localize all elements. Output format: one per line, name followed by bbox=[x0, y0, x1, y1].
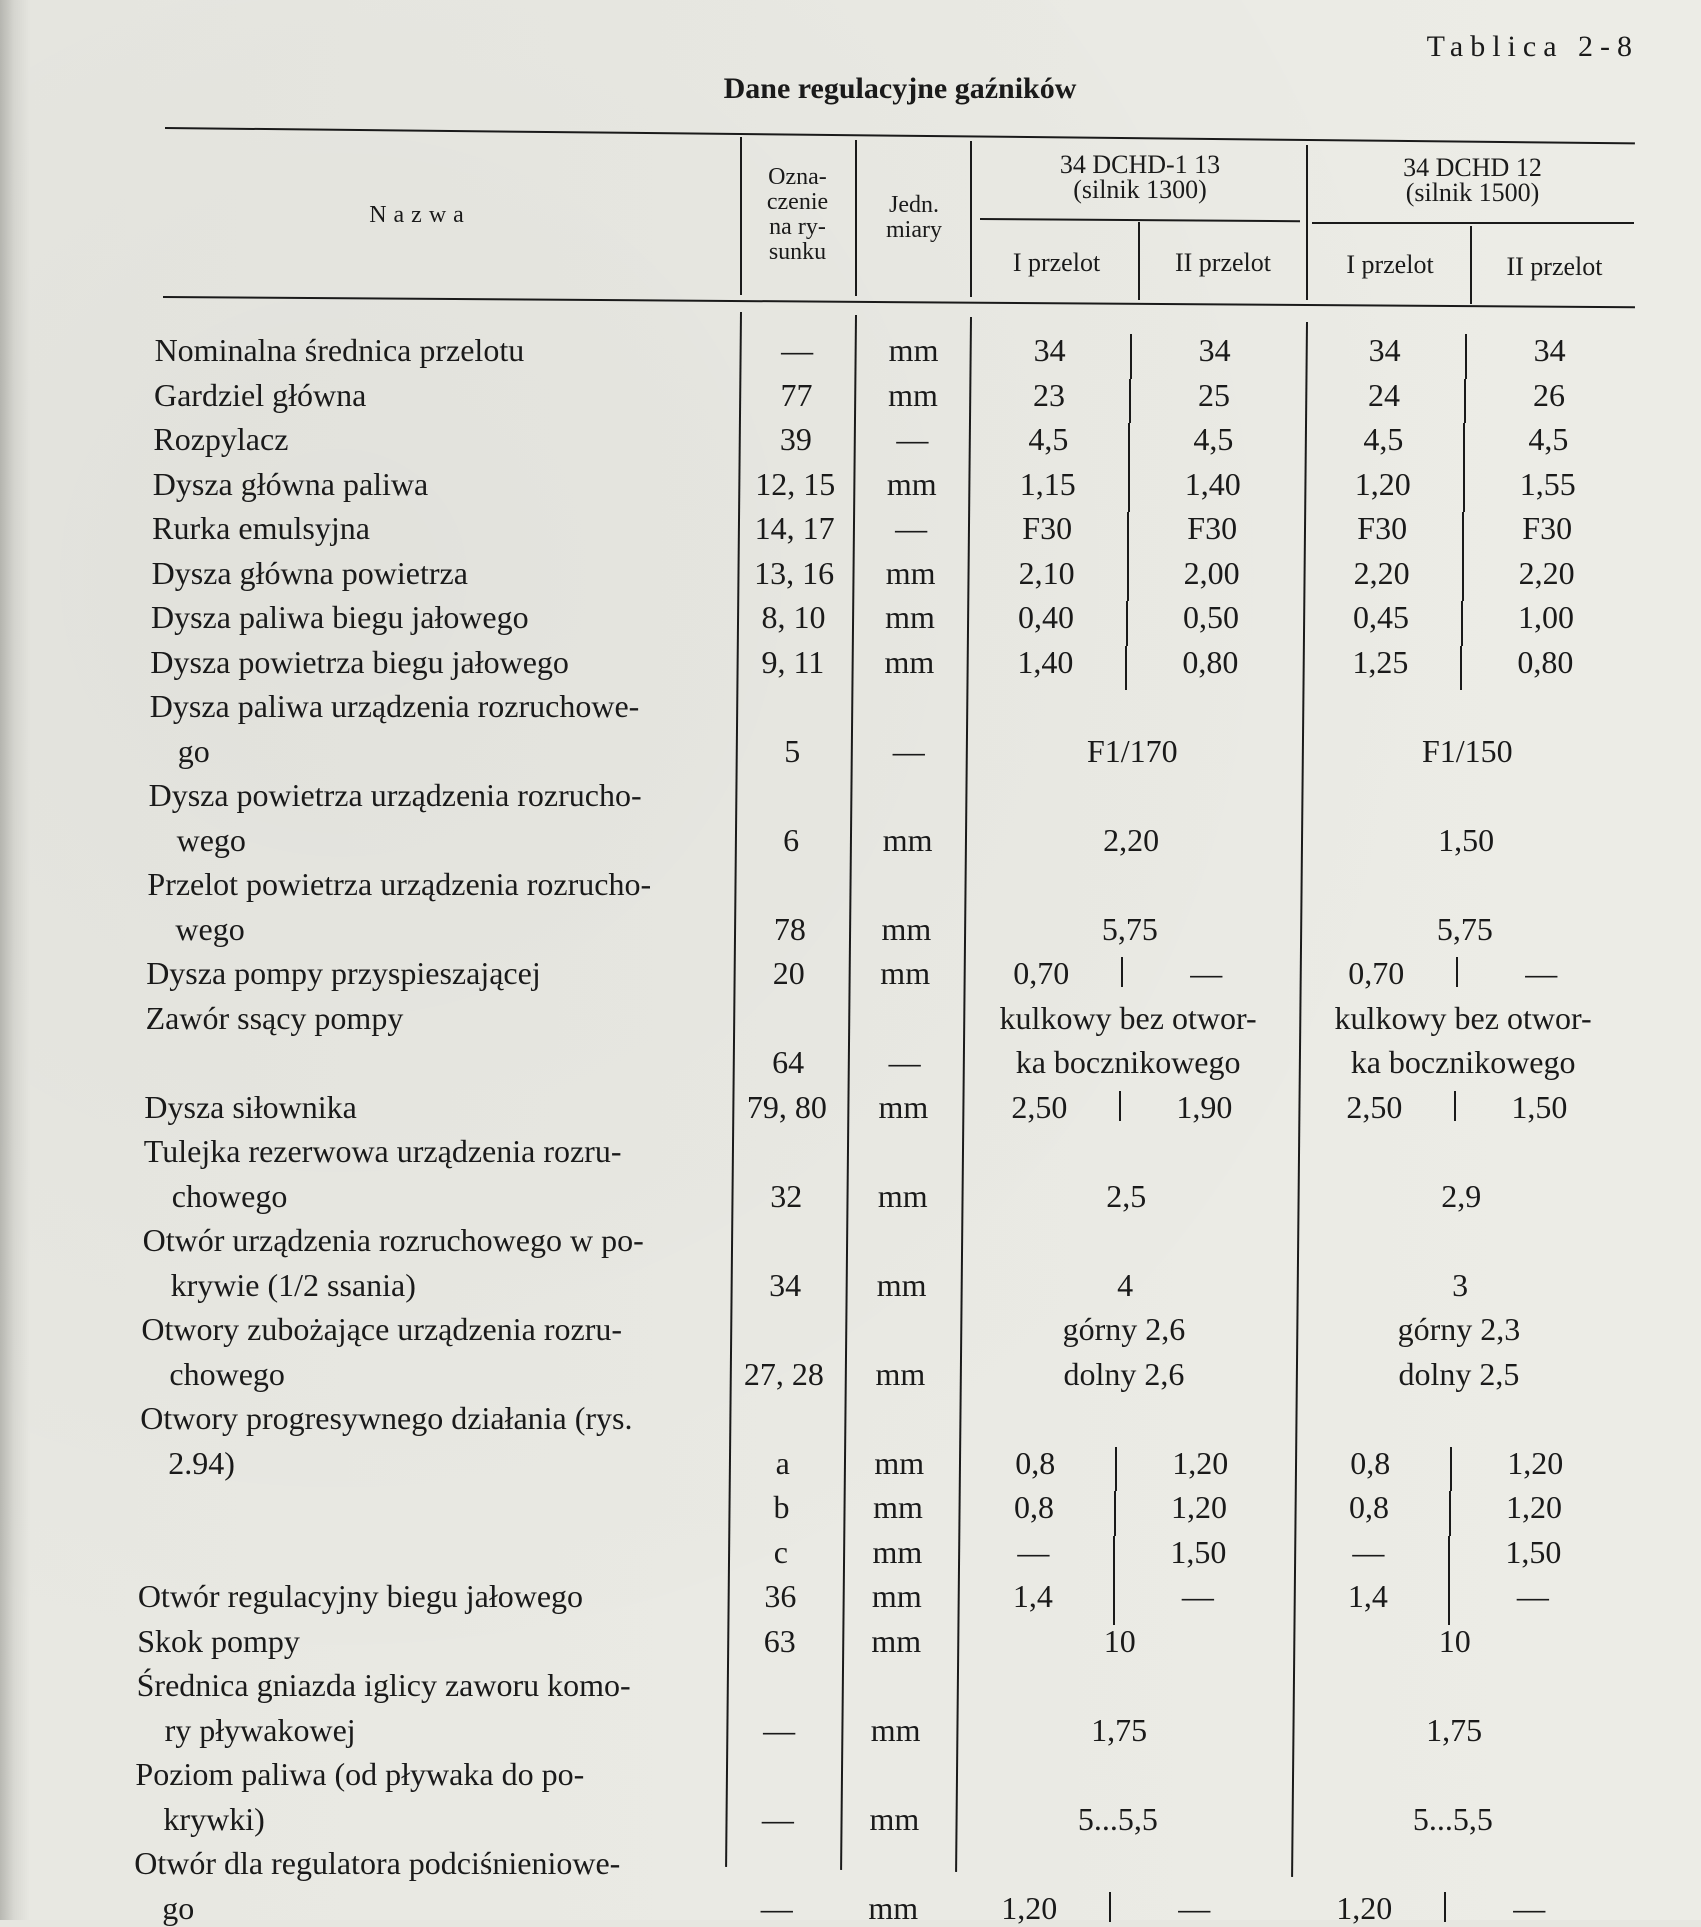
carb2-throat-separator bbox=[1448, 1536, 1450, 1581]
row-name: go bbox=[177, 732, 210, 769]
carb1-throat-separator bbox=[1121, 957, 1123, 987]
carb2-throat-separator bbox=[1460, 646, 1462, 691]
value-carb1-throat1: — bbox=[1017, 1533, 1050, 1570]
row-unit: — bbox=[896, 421, 929, 457]
row-unit: mm bbox=[870, 1711, 921, 1748]
value-carb2: ka bocznikowego bbox=[1350, 1044, 1576, 1080]
row-name: Dysza paliwa urządzenia rozruchowe- bbox=[149, 688, 640, 724]
row-name: Nominalna średnica przelotu bbox=[154, 332, 525, 368]
row-name: wego bbox=[176, 821, 246, 858]
header-carb1-throat1: I przelot bbox=[1012, 248, 1101, 277]
row-unit: mm bbox=[878, 1088, 929, 1125]
carb2-model: 34 DCHD 12 bbox=[1403, 153, 1542, 182]
row-designation: a bbox=[775, 1444, 790, 1481]
value-carb2: 1,75 bbox=[1426, 1711, 1483, 1748]
row-designation: 34 bbox=[769, 1266, 802, 1303]
row-name: chowego bbox=[169, 1355, 285, 1392]
row-name: Rozpylacz bbox=[153, 421, 289, 457]
value-carb1-throat2: 1,20 bbox=[1172, 1444, 1229, 1481]
value-carb2-throat2: 4,5 bbox=[1528, 421, 1569, 457]
value-carb2-throat1: 1,20 bbox=[1336, 1889, 1393, 1926]
top-rule bbox=[165, 127, 1635, 144]
row-unit: mm bbox=[869, 1800, 920, 1837]
value-carb2: F1/150 bbox=[1421, 732, 1513, 769]
value-carb2: 1,50 bbox=[1438, 821, 1495, 858]
value-carb2-throat1: F30 bbox=[1357, 510, 1408, 546]
row-name: Otwór urządzenia rozruchowego w po- bbox=[142, 1222, 644, 1258]
carb1-throat-separator bbox=[1125, 646, 1127, 691]
value-carb2-throat2: 2,20 bbox=[1518, 554, 1575, 591]
value-carb1-throat2: 1,40 bbox=[1184, 465, 1241, 502]
value-carb2-throat2: F30 bbox=[1522, 510, 1573, 546]
carb2-throat-separator bbox=[1450, 1447, 1452, 1492]
row-designation: — bbox=[781, 332, 814, 368]
row-designation: 63 bbox=[763, 1622, 796, 1659]
row-name: Poziom paliwa (od pływaka do po- bbox=[135, 1756, 585, 1792]
value-carb2-throat2: 1,50 bbox=[1505, 1533, 1562, 1570]
value-carb1-throat2: — bbox=[1181, 1578, 1214, 1614]
row-name: Dysza główna paliwa bbox=[152, 465, 429, 502]
row-name: Dysza paliwa biegu jałowego bbox=[150, 599, 529, 635]
row-name: krywie (1/2 ssania) bbox=[170, 1266, 416, 1303]
value-carb2-throat2: 26 bbox=[1532, 376, 1565, 413]
row-name: Skok pompy bbox=[137, 1622, 300, 1659]
header-line: czenie bbox=[766, 189, 829, 215]
value-carb2-throat2: 1,20 bbox=[1507, 1444, 1564, 1481]
value-carb1-throat1: 1,4 bbox=[1012, 1578, 1053, 1614]
row-designation: 78 bbox=[773, 910, 806, 947]
row-unit: mm bbox=[881, 910, 932, 947]
carb2-throat-separator bbox=[1448, 1580, 1450, 1625]
row-name: ry pływakowej bbox=[164, 1711, 356, 1748]
row-unit: mm bbox=[877, 1177, 928, 1214]
row-name: krywki) bbox=[163, 1800, 265, 1837]
value-carb2-throat2: 1,50 bbox=[1511, 1088, 1568, 1125]
row-unit: mm bbox=[880, 955, 931, 991]
row-designation: — bbox=[763, 1711, 796, 1748]
value-carb1-throat1: 34 bbox=[1033, 332, 1066, 368]
carb1-throat-separator bbox=[1130, 334, 1132, 379]
row-unit: mm bbox=[886, 465, 937, 502]
carb1-throat-separator bbox=[1114, 1491, 1116, 1536]
row-name: Dysza siłownika bbox=[144, 1088, 357, 1125]
header-divider bbox=[740, 137, 742, 295]
row-name: Otwór dla regulatora podciśnieniowe- bbox=[134, 1845, 621, 1881]
row-name: Otwory progresywnego działania (rys. bbox=[140, 1400, 633, 1436]
row-unit: mm bbox=[882, 821, 933, 858]
row-designation: 12, 15 bbox=[755, 465, 836, 502]
row-name: Dysza główna powietrza bbox=[151, 554, 468, 591]
value-carb1-throat1: 2,10 bbox=[1018, 554, 1075, 591]
header-carb2-throat1: I przelot bbox=[1346, 250, 1434, 279]
row-name: Gardziel główna bbox=[153, 376, 367, 413]
row-name: chowego bbox=[171, 1177, 288, 1214]
value-carb1-throat2: 2,00 bbox=[1183, 554, 1240, 591]
value-carb1-throat1: 1,15 bbox=[1019, 465, 1076, 502]
value-carb2: 10 bbox=[1438, 1622, 1471, 1659]
row-name: Tulejka rezerwowa urządzenia rozru- bbox=[143, 1133, 622, 1169]
value-carb1: górny 2,6 bbox=[1062, 1311, 1186, 1347]
value-carb1: 1,75 bbox=[1091, 1711, 1148, 1748]
row-unit: mm bbox=[872, 1533, 923, 1570]
value-carb1-throat1: 2,50 bbox=[1011, 1088, 1068, 1125]
carb2-throat-separator bbox=[1462, 557, 1464, 602]
carb2-throat-separator bbox=[1465, 334, 1467, 379]
row-name: Przelot powietrza urządzenia rozrucho- bbox=[147, 866, 652, 902]
value-carb1-throat2: 1,90 bbox=[1176, 1088, 1233, 1125]
value-carb2: 5...5,5 bbox=[1412, 1800, 1493, 1837]
row-designation: 36 bbox=[764, 1578, 797, 1614]
value-carb1-throat2: 1,50 bbox=[1170, 1533, 1227, 1570]
carb1-engine: (silnik 1300) bbox=[1073, 175, 1207, 204]
value-carb1: 5,75 bbox=[1101, 910, 1158, 947]
row-designation: 9, 11 bbox=[761, 643, 825, 680]
row-name: go bbox=[162, 1889, 195, 1926]
row-unit: mm bbox=[875, 1355, 926, 1392]
carb2-throat-separator bbox=[1463, 423, 1465, 468]
carb1-model: 34 DCHD-1 13 bbox=[1059, 150, 1221, 179]
row-designation: c bbox=[773, 1533, 788, 1570]
header-carb2-throat2: II przelot bbox=[1506, 252, 1603, 281]
value-carb2-throat2: — bbox=[1516, 1578, 1549, 1614]
value-carb1: kulkowy bez otwor- bbox=[999, 999, 1257, 1036]
value-carb2-throat2: 1,55 bbox=[1519, 465, 1576, 502]
value-carb2-throat2: — bbox=[1513, 1889, 1546, 1926]
value-carb1: 2,5 bbox=[1106, 1177, 1147, 1214]
row-designation: 64 bbox=[772, 1044, 805, 1080]
value-carb1: 5...5,5 bbox=[1077, 1800, 1158, 1837]
value-carb2: 3 bbox=[1452, 1266, 1469, 1303]
row-unit: mm bbox=[871, 1578, 922, 1614]
row-designation: 20 bbox=[772, 955, 805, 991]
row-designation: 6 bbox=[783, 821, 800, 858]
value-carb2-throat1: — bbox=[1352, 1533, 1385, 1570]
value-carb2-throat1: 0,8 bbox=[1350, 1444, 1391, 1481]
value-carb2: dolny 2,5 bbox=[1398, 1355, 1520, 1392]
row-name: Rurka emulsyjna bbox=[152, 510, 370, 546]
row-designation: 77 bbox=[780, 376, 813, 413]
value-carb2-throat1: 2,50 bbox=[1346, 1088, 1403, 1125]
carb2-throat-separator bbox=[1454, 1091, 1456, 1121]
row-unit: mm bbox=[885, 599, 935, 635]
row-unit: mm bbox=[868, 1889, 919, 1926]
value-carb2-throat1: 4,5 bbox=[1363, 421, 1404, 457]
row-unit: mm bbox=[873, 1489, 923, 1525]
row-unit: mm bbox=[871, 1622, 922, 1659]
row-name: Dysza powietrza urządzenia rozrucho- bbox=[148, 777, 642, 813]
value-carb1-throat2: 0,50 bbox=[1182, 599, 1239, 635]
value-carb2-throat1: 0,45 bbox=[1352, 599, 1409, 635]
row-name: wego bbox=[175, 910, 245, 947]
row-designation: 13, 16 bbox=[754, 554, 835, 591]
row-designation: b bbox=[773, 1489, 790, 1525]
value-carb1-throat2: F30 bbox=[1187, 510, 1238, 546]
header-bottom-rule bbox=[163, 296, 1635, 308]
row-unit: — bbox=[895, 510, 928, 546]
carb2-throat-separator bbox=[1444, 1892, 1446, 1922]
row-unit: mm bbox=[888, 376, 938, 413]
carb2-throat-separator bbox=[1464, 379, 1466, 424]
value-carb2-throat2: 1,20 bbox=[1506, 1489, 1563, 1525]
header-divider bbox=[855, 140, 857, 296]
value-carb1-throat1: 0,40 bbox=[1017, 599, 1074, 635]
value-carb1-throat1: 0,70 bbox=[1013, 955, 1070, 991]
value-carb1-throat2: 0,80 bbox=[1182, 643, 1239, 680]
carb2-throat-separator bbox=[1449, 1491, 1451, 1536]
header-carb2 bbox=[1310, 155, 1635, 205]
value-carb2: kulkowy bez otwor- bbox=[1334, 999, 1592, 1036]
header-line: sunku bbox=[768, 239, 827, 265]
value-carb1-throat1: 0,8 bbox=[1014, 1489, 1055, 1525]
carb2-throat-separator bbox=[1456, 957, 1458, 987]
header-line: miary bbox=[886, 217, 942, 243]
row-unit: mm bbox=[874, 1444, 925, 1481]
table-number: Tablica 2-8 bbox=[1426, 30, 1639, 63]
row-unit: mm bbox=[888, 332, 939, 368]
value-carb1: 10 bbox=[1103, 1622, 1136, 1659]
row-name: 2.94) bbox=[168, 1444, 235, 1481]
value-carb2-throat1: 2,20 bbox=[1353, 554, 1410, 591]
value-carb2-throat1: 0,8 bbox=[1349, 1489, 1390, 1525]
row-designation: 79, 80 bbox=[746, 1088, 827, 1125]
value-carb2-throat1: 1,20 bbox=[1354, 465, 1411, 502]
carb1-throat-separator bbox=[1113, 1536, 1115, 1581]
row-designation: — bbox=[760, 1889, 793, 1926]
value-carb1: dolny 2,6 bbox=[1063, 1355, 1185, 1392]
header-line: Jedn. bbox=[889, 192, 939, 218]
row-designation: 32 bbox=[770, 1177, 803, 1214]
header-unit bbox=[860, 193, 968, 243]
header-carb1-throat2: II przelot bbox=[1174, 248, 1271, 277]
carb2-sub-rule bbox=[1312, 222, 1634, 224]
value-carb1-throat1: F30 bbox=[1022, 510, 1073, 546]
row-designation: 8, 10 bbox=[761, 599, 826, 635]
value-carb2: 5,75 bbox=[1436, 910, 1493, 947]
carb1-throat-separator bbox=[1109, 1892, 1111, 1922]
value-carb1-throat2: 25 bbox=[1197, 376, 1230, 413]
row-name: Zawór ssący pompy bbox=[145, 999, 404, 1036]
row-unit: mm bbox=[885, 554, 936, 591]
value-carb1-throat1: 1,20 bbox=[1001, 1889, 1058, 1926]
header-carb1 bbox=[975, 152, 1305, 202]
value-carb1-throat1: 4,5 bbox=[1028, 421, 1069, 457]
row-designation: 5 bbox=[784, 732, 801, 769]
row-name: Dysza pompy przyspieszającej bbox=[146, 955, 541, 991]
carb1-throat-separator bbox=[1119, 1091, 1121, 1121]
value-carb2-throat1: 0,70 bbox=[1348, 955, 1405, 991]
row-name: Otwory zubożające urządzenia rozru- bbox=[141, 1311, 623, 1347]
value-carb2: górny 2,3 bbox=[1397, 1311, 1521, 1347]
carb1-throat-separator bbox=[1127, 512, 1129, 557]
value-carb1-throat1: 1,40 bbox=[1017, 643, 1074, 680]
row-unit: mm bbox=[884, 643, 935, 680]
value-carb1-throat2: 34 bbox=[1198, 332, 1231, 368]
carb2-throat-separator bbox=[1462, 512, 1464, 557]
row-designation: 39 bbox=[779, 421, 812, 457]
row-unit: — bbox=[888, 1044, 921, 1080]
value-carb2-throat1: 1,4 bbox=[1347, 1578, 1388, 1614]
header-designation bbox=[745, 165, 850, 265]
carb1-throat-separator bbox=[1128, 468, 1130, 513]
row-name: Dysza powietrza biegu jałowego bbox=[150, 643, 569, 680]
header-line: Ozna- bbox=[768, 164, 827, 190]
row-designation: 27, 28 bbox=[743, 1355, 824, 1392]
header-name: Nazwa bbox=[369, 202, 471, 228]
carb2-throat-separator bbox=[1461, 601, 1463, 646]
header-divider bbox=[1306, 145, 1308, 300]
carb2-throat-separator bbox=[1463, 468, 1465, 513]
value-carb1-throat2: — bbox=[1190, 955, 1223, 991]
value-carb1-throat1: 0,8 bbox=[1015, 1444, 1056, 1481]
value-carb2-throat2: 1,00 bbox=[1517, 599, 1574, 635]
value-carb2-throat2: 0,80 bbox=[1517, 643, 1574, 680]
carb1-throat-separator bbox=[1115, 1447, 1117, 1492]
value-carb2-throat2: 34 bbox=[1533, 332, 1566, 368]
table-title: Dane regulacyjne gaźników bbox=[723, 72, 1077, 105]
value-carb1: ka bocznikowego bbox=[1015, 1044, 1241, 1080]
row-unit: mm bbox=[876, 1266, 927, 1303]
value-carb2-throat1: 34 bbox=[1368, 332, 1401, 368]
row-designation: — bbox=[761, 1800, 794, 1837]
carb1-throat-separator bbox=[1113, 1580, 1115, 1625]
row-designation: 14, 17 bbox=[754, 510, 835, 546]
carb1-throat-separator bbox=[1128, 423, 1130, 468]
value-carb2-throat1: 1,25 bbox=[1352, 643, 1409, 680]
value-carb1: F1/170 bbox=[1086, 732, 1178, 769]
value-carb2: 2,9 bbox=[1441, 1177, 1482, 1214]
carb1-throat-separator bbox=[1126, 601, 1128, 646]
value-carb1-throat2: 4,5 bbox=[1193, 421, 1234, 457]
value-carb1-throat2: — bbox=[1178, 1889, 1211, 1926]
value-carb1: 4 bbox=[1117, 1266, 1134, 1303]
row-unit: — bbox=[892, 732, 925, 769]
header-line: na ry- bbox=[769, 214, 826, 240]
carb1-throat-separator bbox=[1127, 557, 1129, 602]
value-carb1-throat1: 23 bbox=[1032, 376, 1065, 413]
value-carb1-throat2: 1,20 bbox=[1171, 1489, 1228, 1525]
header-divider bbox=[970, 141, 972, 297]
row-name: Średnica gniazda iglicy zaworu komo- bbox=[136, 1667, 631, 1703]
value-carb2-throat1: 24 bbox=[1367, 376, 1400, 413]
value-carb1: 2,20 bbox=[1103, 821, 1160, 858]
value-carb2-throat2: — bbox=[1525, 955, 1558, 991]
row-name: Otwór regulacyjny biegu jałowego bbox=[137, 1578, 584, 1614]
carb1-throat-separator bbox=[1129, 379, 1131, 424]
carb2-engine: (silnik 1500) bbox=[1405, 178, 1540, 207]
